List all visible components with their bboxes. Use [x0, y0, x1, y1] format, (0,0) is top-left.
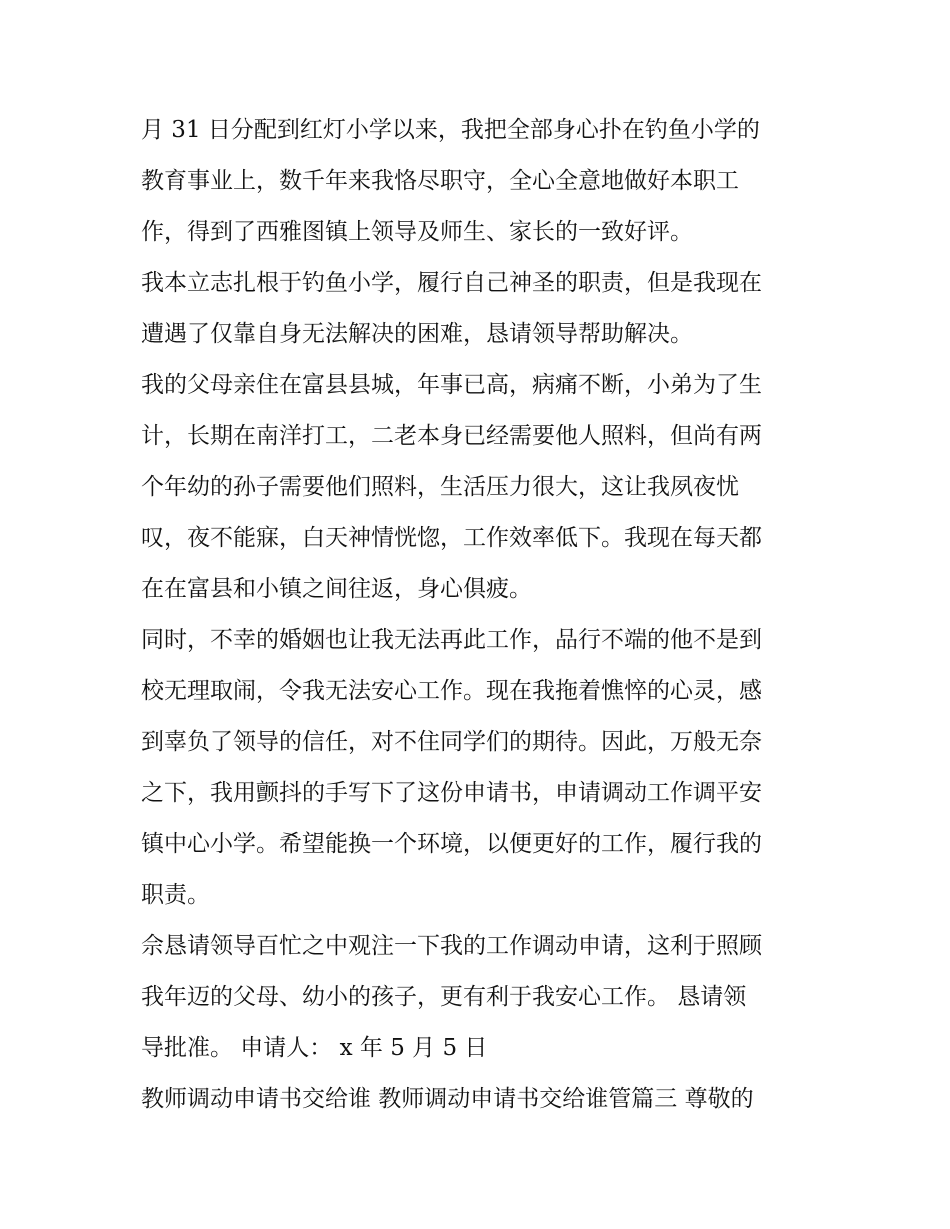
text-line: 到辜负了领导的信任，对不住同学们的期待。因此，万般无奈 — [141, 729, 762, 755]
text-line: 佘恳请领导百忙之中观注一下我的工作调动申请，这利于照顾 — [141, 933, 762, 959]
text-line: 我本立志扎根于钓鱼小学，履行自己神圣的职责，但是我现在 — [141, 270, 762, 296]
document-body — [141, 107, 821, 1127]
text-line: 教师调动申请书交给谁 教师调动申请书交给谁管篇三 尊敬的 — [141, 1086, 754, 1112]
text-line: 遭遇了仅靠自身无法解决的困难，恳请领导帮助解决。 — [141, 321, 693, 347]
text-line: 我年迈的父母、幼小的孩子，更有利于我安心工作。 恳请领 — [141, 984, 747, 1010]
text-line: 月 31 日分配到红灯小学以来，我把全部身心扑在钓鱼小学的 — [141, 117, 760, 143]
text-line: 镇中心小学。希望能换一个环境，以便更好的工作，履行我的 — [141, 831, 762, 857]
text-line: 个年幼的孙子需要他们照料，生活压力很大，这让我夙夜忧 — [141, 474, 739, 500]
text-line: 作，得到了西雅图镇上领导及师生、家长的一致好评。 — [141, 219, 693, 245]
text-line: 计，长期在南洋打工，二老本身已经需要他人照料，但尚有两 — [141, 423, 762, 449]
text-line: 职责。 — [141, 882, 210, 908]
text-line: 在在富县和小镇之间往返，身心俱疲。 — [141, 576, 532, 602]
text-line: 之下，我用颤抖的手写下了这份申请书，申请调动工作调平安 — [141, 780, 762, 806]
text-line: 我的父母亲住在富县县城，年事已高，病痛不断，小弟为了生 — [141, 372, 762, 398]
text-line: 校无理取闹，令我无法安心工作。现在我拖着憔悴的心灵，感 — [141, 678, 762, 704]
text-line: 同时，不幸的婚姻也让我无法再此工作，品行不端的他不是到 — [141, 627, 762, 653]
text-line: 导批准。 申请人： x 年 5 月 5 日 — [141, 1035, 488, 1061]
text-line: 教育事业上，数千年来我恪尽职守，全心全意地做好本职工 — [141, 168, 739, 194]
text-line: 叹，夜不能寐，白天神情恍惚，工作效率低下。我现在每天都 — [141, 525, 762, 551]
